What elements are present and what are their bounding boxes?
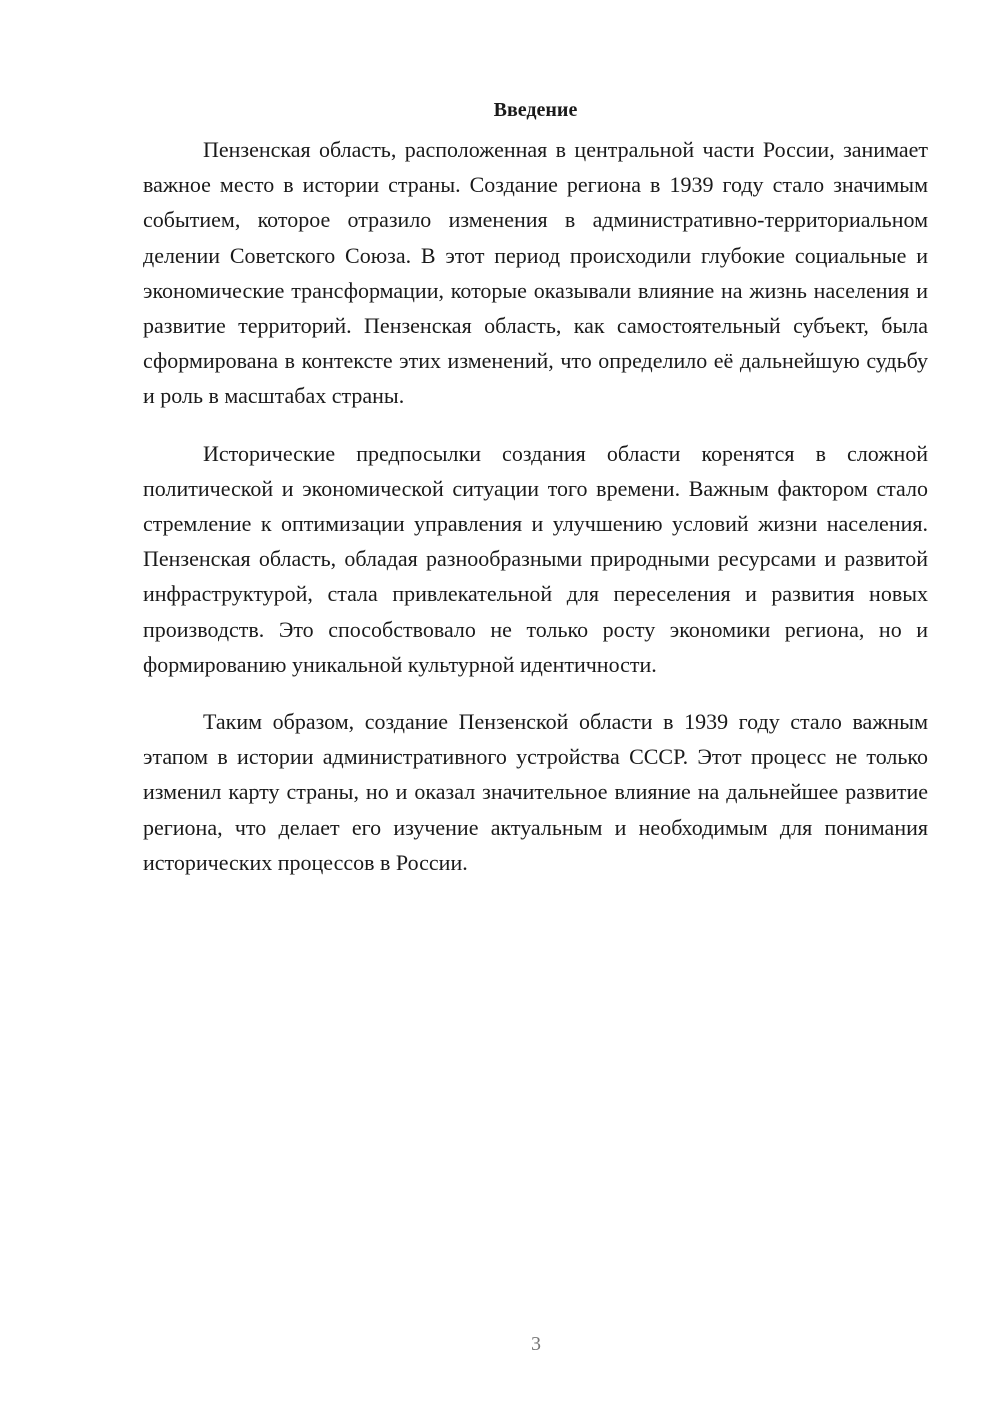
paragraph-1: Пензенская область, расположенная в центральной части России, занимает важное место в истории страны. Создание региона в 1939 году стало значимым событием, которое отразило изменения в административно-территориальном делении Советского Союза. В этот период происходили глубокие социальные и экономические трансформации, которые оказывали влияние на жизнь населения и развитие территорий. Пензенская область, как самостоятельный субъект, была сформирована в контексте этих изменений, что определило её дальнейшую судьбу и роль в масштабах страны.	[143, 137, 928, 409]
section-heading: Введение	[493, 99, 578, 121]
paragraph-3: Таким образом, создание Пензенской области в 1939 году стало важным этапом в истории административного устройства СССР. Этот процесс не только изменил карту страны, но и оказал значительное влияние на дальнейшее развитие региона, что делает его изучение актуальным и необходимым для понимания исторических процессов в России.	[143, 709, 928, 875]
page-number: 3	[531, 1333, 541, 1355]
paragraph-2: Исторические предпосылки создания области коренятся в сложной политической и экономической ситуации того времени. Важным фактором стало стремление к оптимизации управления и улучшению условий жизни населения. Пензенская область, обладая разнообразными природными ресурсами и развитой инфраструктурой, стала привлекательной для переселения и развития новых производств. Это способствовало не только росту экономики региона, но и формированию уникальной культурной идентичности.	[143, 440, 928, 677]
page-content	[143, 92, 928, 902]
